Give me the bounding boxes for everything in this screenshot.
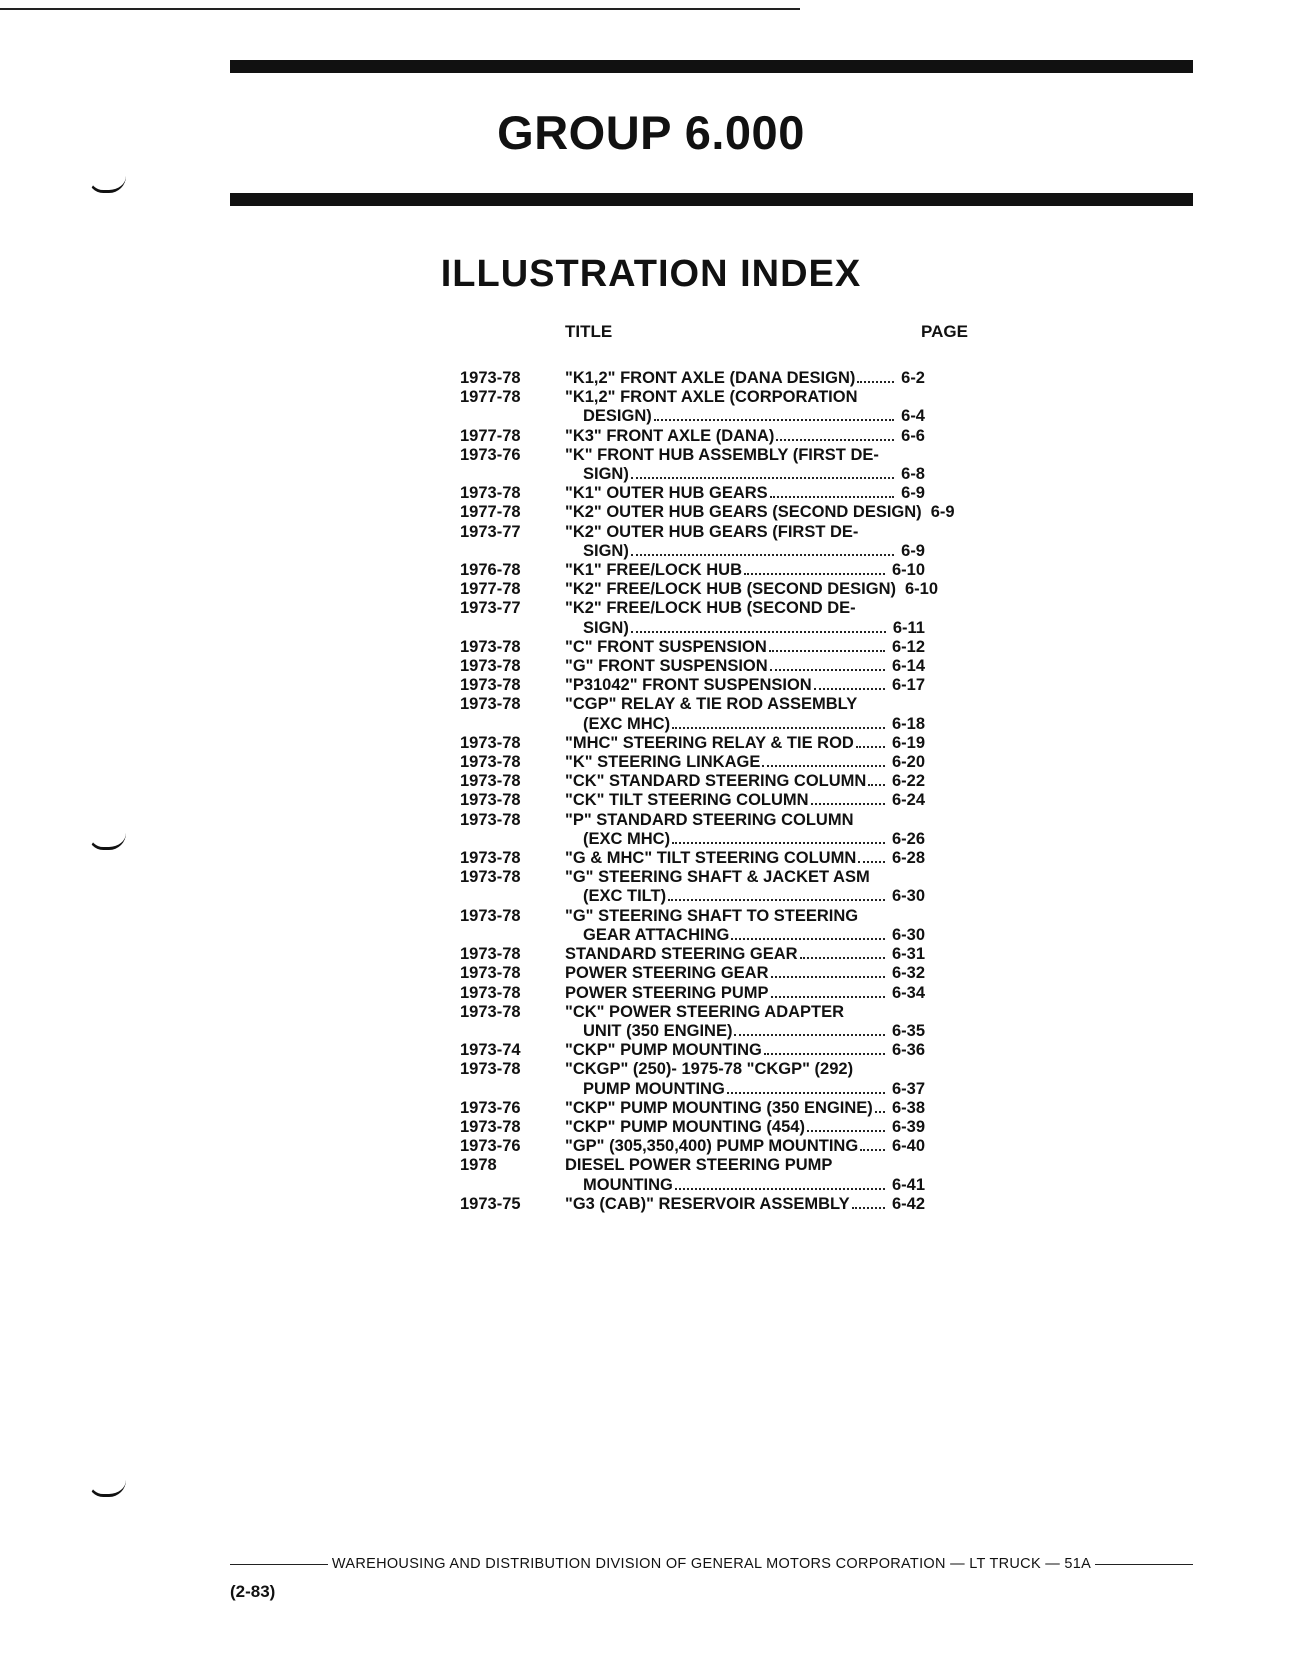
entry-years: 1973-78 xyxy=(460,1060,521,1079)
entry-title-line: "P" STANDARD STEERING COLUMN xyxy=(565,810,854,829)
dot-leader xyxy=(814,688,885,690)
index-row xyxy=(460,868,980,906)
entry-title-line: "K2" OUTER HUB GEARS (FIRST DE- xyxy=(565,522,859,541)
entry-years: 1976-78 xyxy=(460,561,521,580)
entry-title-line: "K2" OUTER HUB GEARS (SECOND DESIGN) xyxy=(565,503,922,522)
entry-title-line: DESIGN) xyxy=(583,407,652,426)
index-row xyxy=(460,1041,980,1060)
dot-leader xyxy=(672,727,885,729)
entry-title-block xyxy=(565,638,980,657)
dot-leader xyxy=(762,765,885,767)
entry-years: 1973-78 xyxy=(460,484,521,503)
entry-years: 1973-76 xyxy=(460,1098,521,1117)
entry-title-line: "K" STEERING LINKAGE xyxy=(565,753,761,772)
index-row xyxy=(460,753,980,772)
dot-leader xyxy=(771,976,885,978)
entry-page: 6-10 xyxy=(891,561,925,580)
index-row xyxy=(460,811,980,849)
entry-years: 1973-78 xyxy=(460,983,521,1002)
entry-page: 6-40 xyxy=(891,1137,925,1156)
entry-years: 1973-78 xyxy=(460,906,521,925)
entry-title-line: "MHC" STEERING RELAY & TIE ROD xyxy=(565,733,854,752)
header-bar-top xyxy=(230,60,1193,73)
entry-page: 6-9 xyxy=(901,541,925,560)
entry-page: 6-30 xyxy=(891,887,925,906)
entry-title-line: POWER STEERING GEAR xyxy=(565,964,769,983)
entry-page: 6-38 xyxy=(891,1098,925,1117)
entry-title-line: UNIT (350 ENGINE) xyxy=(583,1021,733,1040)
entry-title-line: SIGN) xyxy=(583,465,629,484)
index-row xyxy=(460,1003,980,1041)
entry-page: 6-20 xyxy=(891,753,925,772)
entry-title-block xyxy=(565,984,980,1003)
index-row xyxy=(460,1099,980,1118)
entry-years: 1973-78 xyxy=(460,849,521,868)
index-table xyxy=(460,369,980,1214)
entry-title-block xyxy=(565,695,980,733)
entry-page: 6-22 xyxy=(891,772,925,791)
entry-title-block xyxy=(565,907,980,945)
entry-years: 1977-78 xyxy=(460,426,521,445)
entry-page: 6-32 xyxy=(891,964,925,983)
entry-title-line: "K1" FREE/LOCK HUB xyxy=(565,561,742,580)
dot-leader xyxy=(675,1188,885,1190)
index-row xyxy=(460,484,980,503)
entry-title-line: STANDARD STEERING GEAR xyxy=(565,945,798,964)
index-row xyxy=(460,1060,980,1098)
entry-page: 6-24 xyxy=(891,791,925,810)
entry-years: 1973-78 xyxy=(460,369,521,387)
entry-title-line: "CKGP" (250)- 1975-78 "CKGP" (292) xyxy=(565,1060,854,1079)
dot-leader xyxy=(852,1207,885,1209)
entry-title-block xyxy=(565,580,980,599)
entry-title-block xyxy=(565,1060,980,1098)
index-row xyxy=(460,503,980,522)
dot-leader xyxy=(860,1149,885,1151)
entry-title-line: POWER STEERING PUMP xyxy=(565,983,769,1002)
entry-title-line: SIGN) xyxy=(583,541,629,560)
entry-title-line: "G" FRONT SUSPENSION xyxy=(565,657,768,676)
entry-years: 1973-77 xyxy=(460,522,521,541)
entry-title-line: (EXC MHC) xyxy=(583,714,671,733)
index-row xyxy=(460,369,980,388)
entry-page: 6-2 xyxy=(901,369,925,387)
entry-title-line: "K" FRONT HUB ASSEMBLY (FIRST DE- xyxy=(565,445,879,464)
group-title: GROUP 6.000 xyxy=(497,106,805,159)
entry-years: 1973-78 xyxy=(460,868,521,887)
entry-title-line: "CKP" PUMP MOUNTING (350 ENGINE) xyxy=(565,1098,873,1117)
entry-years: 1973-75 xyxy=(460,1194,521,1213)
index-row xyxy=(460,849,980,868)
entry-title-block xyxy=(565,868,980,906)
entry-title-line: "K1,2" FRONT AXLE (DANA DESIGN) xyxy=(565,369,856,387)
entry-years: 1977-78 xyxy=(460,580,521,599)
index-row xyxy=(460,599,980,637)
entry-years: 1973-78 xyxy=(460,964,521,983)
entry-page: 6-41 xyxy=(891,1175,925,1194)
column-header-page: PAGE xyxy=(921,322,968,341)
entry-title-block xyxy=(565,1118,980,1137)
dot-leader xyxy=(770,669,885,671)
index-row xyxy=(460,676,980,695)
index-title: ILLUSTRATION INDEX xyxy=(440,253,862,295)
dot-leader xyxy=(764,1053,885,1055)
dot-leader xyxy=(858,861,885,863)
index-row xyxy=(460,657,980,676)
index-row xyxy=(460,907,980,945)
revision-date: (2-83) xyxy=(230,1582,276,1601)
dot-leader xyxy=(631,477,894,479)
dot-leader xyxy=(868,784,885,786)
entry-years: 1977-78 xyxy=(460,388,521,407)
index-row xyxy=(460,695,980,733)
column-header-title: TITLE xyxy=(565,322,613,341)
dot-leader xyxy=(800,957,885,959)
dot-leader xyxy=(875,1111,885,1113)
index-row xyxy=(460,734,980,753)
entry-title-block xyxy=(565,1137,980,1156)
entry-page: 6-35 xyxy=(891,1021,925,1040)
entry-title-block xyxy=(565,523,980,561)
entry-title-block xyxy=(565,964,980,983)
entry-page: 6-39 xyxy=(891,1117,925,1136)
index-row xyxy=(460,1118,980,1137)
entry-years: 1973-78 xyxy=(460,791,521,810)
entry-title-line: MOUNTING xyxy=(583,1175,673,1194)
index-row xyxy=(460,1137,980,1156)
header-bar-bottom xyxy=(230,193,1193,206)
index-row xyxy=(460,791,980,810)
entry-page: 6-28 xyxy=(891,849,925,868)
entry-title-block xyxy=(565,1195,980,1214)
entry-title-line: "CK" TILT STEERING COLUMN xyxy=(565,791,809,810)
entry-title-block xyxy=(565,811,980,849)
entry-title-block xyxy=(565,1156,980,1194)
dot-leader xyxy=(654,419,894,421)
entry-years: 1973-78 xyxy=(460,637,521,656)
entry-years: 1973-76 xyxy=(460,1137,521,1156)
index-row xyxy=(460,772,980,791)
entry-title-block xyxy=(565,1041,980,1060)
entry-page: 6-37 xyxy=(891,1079,925,1098)
index-row xyxy=(460,523,980,561)
dot-leader xyxy=(856,746,885,748)
entry-title-block xyxy=(565,734,980,753)
entry-years: 1973-78 xyxy=(460,753,521,772)
dot-leader xyxy=(672,842,885,844)
entry-page: 6-9 xyxy=(930,503,955,522)
entry-page: 6-17 xyxy=(891,676,925,695)
index-row xyxy=(460,945,980,964)
entry-years: 1978 xyxy=(460,1156,497,1175)
dot-leader xyxy=(857,381,894,383)
entry-title-line: "K1" OUTER HUB GEARS xyxy=(565,484,768,503)
index-row xyxy=(460,580,980,599)
entry-years: 1973-78 xyxy=(460,810,521,829)
entry-title-line: GEAR ATTACHING xyxy=(583,925,730,944)
dot-leader xyxy=(668,899,885,901)
entry-page: 6-12 xyxy=(891,637,925,656)
dot-leader xyxy=(811,803,885,805)
dot-leader xyxy=(744,573,885,575)
entry-title-line: "GP" (305,350,400) PUMP MOUNTING xyxy=(565,1137,859,1156)
entry-years: 1973-74 xyxy=(460,1041,521,1060)
entry-title-line: "C" FRONT SUSPENSION xyxy=(565,637,767,656)
entry-page: 6-11 xyxy=(892,618,925,637)
entry-title-block xyxy=(565,561,980,580)
dot-leader xyxy=(776,439,894,441)
entry-page: 6-14 xyxy=(891,657,925,676)
entry-title-block xyxy=(565,503,980,522)
binder-hole-mark xyxy=(88,176,126,193)
entry-years: 1973-77 xyxy=(460,599,521,618)
footer xyxy=(230,1556,1193,1572)
index-row xyxy=(460,964,980,983)
dot-leader xyxy=(631,631,886,633)
footer-rule-left xyxy=(230,1564,328,1565)
entry-title-line: (EXC MHC) xyxy=(583,829,671,848)
entry-years: 1977-78 xyxy=(460,503,521,522)
entry-years: 1973-78 xyxy=(460,657,521,676)
entry-title-block xyxy=(565,599,980,637)
entry-title-block xyxy=(565,1099,980,1118)
entry-title-line: "K2" FREE/LOCK HUB (SECOND DESIGN) xyxy=(565,580,896,599)
entry-title-line: PUMP MOUNTING xyxy=(583,1079,725,1098)
entry-title-line: "G & MHC" TILT STEERING COLUMN xyxy=(565,849,857,868)
entry-page: 6-4 xyxy=(901,407,925,426)
entry-page: 6-42 xyxy=(891,1194,925,1213)
entry-page: 6-34 xyxy=(891,983,925,1002)
dot-leader xyxy=(631,554,894,556)
entry-title-block xyxy=(565,849,980,868)
entry-years: 1973-78 xyxy=(460,772,521,791)
entry-title-line: "CKP" PUMP MOUNTING xyxy=(565,1041,762,1060)
entry-page: 6-8 xyxy=(901,465,925,484)
entry-title-block xyxy=(565,676,980,695)
index-row xyxy=(460,388,980,426)
entry-page: 6-6 xyxy=(901,426,925,445)
entry-title-line: "G" STEERING SHAFT TO STEERING xyxy=(565,906,859,925)
entry-page: 6-31 xyxy=(891,945,925,964)
binder-hole-mark xyxy=(88,1480,126,1497)
entry-title-line: "CGP" RELAY & TIE ROD ASSEMBLY xyxy=(565,695,858,714)
entry-title-line: "G" STEERING SHAFT & JACKET ASM xyxy=(565,868,870,887)
index-row xyxy=(460,1195,980,1214)
entry-title-block xyxy=(565,1003,980,1041)
entry-title-line: (EXC TILT) xyxy=(583,887,667,906)
binder-hole-mark xyxy=(88,833,126,850)
entry-title-block xyxy=(565,427,980,446)
dot-leader xyxy=(771,996,885,998)
entry-title-block xyxy=(565,484,980,503)
dot-leader xyxy=(769,650,885,652)
dot-leader xyxy=(770,496,894,498)
entry-years: 1973-78 xyxy=(460,733,521,752)
entry-page: 6-10 xyxy=(905,580,939,599)
index-row xyxy=(460,561,980,580)
entry-years: 1973-78 xyxy=(460,1117,521,1136)
dot-leader xyxy=(734,1034,885,1036)
entry-years: 1973-78 xyxy=(460,676,521,695)
entry-page: 6-18 xyxy=(891,714,925,733)
entry-years: 1973-78 xyxy=(460,695,521,714)
entry-page: 6-36 xyxy=(891,1041,925,1060)
top-edge-line xyxy=(0,8,800,10)
entry-title-block xyxy=(565,369,980,388)
dot-leader xyxy=(727,1092,885,1094)
index-row xyxy=(460,446,980,484)
entry-title-line: DIESEL POWER STEERING PUMP xyxy=(565,1156,833,1175)
index-row xyxy=(460,638,980,657)
entry-title-line: "K2" FREE/LOCK HUB (SECOND DE- xyxy=(565,599,856,618)
entry-title-block xyxy=(565,657,980,676)
entry-page: 6-9 xyxy=(901,484,925,503)
entry-title-line: "P31042" FRONT SUSPENSION xyxy=(565,676,812,695)
index-row xyxy=(460,984,980,1003)
index-row xyxy=(460,427,980,446)
entry-title-line: "K3" FRONT AXLE (DANA) xyxy=(565,426,775,445)
entry-years: 1973-76 xyxy=(460,445,521,464)
entry-title-block xyxy=(565,772,980,791)
entry-title-line: "G3 (CAB)" RESERVOIR ASSEMBLY xyxy=(565,1194,850,1213)
entry-title-line: "K1,2" FRONT AXLE (CORPORATION xyxy=(565,388,858,407)
entry-page: 6-19 xyxy=(891,733,925,752)
dot-leader xyxy=(731,938,885,940)
entry-years: 1973-78 xyxy=(460,945,521,964)
entry-title-block xyxy=(565,753,980,772)
footer-rule-right xyxy=(1095,1564,1193,1565)
entry-title-line: "CKP" PUMP MOUNTING (454) xyxy=(565,1117,805,1136)
index-row xyxy=(460,1156,980,1194)
entry-page: 6-26 xyxy=(891,829,925,848)
entry-title-block xyxy=(565,446,980,484)
entry-title-line: "CK" STANDARD STEERING COLUMN xyxy=(565,772,867,791)
entry-years: 1973-78 xyxy=(460,1002,521,1021)
entry-title-line: "CK" POWER STEERING ADAPTER xyxy=(565,1002,845,1021)
entry-title-block xyxy=(565,791,980,810)
entry-title-block xyxy=(565,388,980,426)
footer-text: WAREHOUSING AND DISTRIBUTION DIVISION OF GENERAL MOTORS CORPORATION — LT TRUCK — 51A xyxy=(331,1556,1092,1572)
dot-leader xyxy=(807,1130,885,1132)
entry-title-block xyxy=(565,945,980,964)
entry-title-line: SIGN) xyxy=(583,618,629,637)
entry-page: 6-30 xyxy=(891,925,925,944)
